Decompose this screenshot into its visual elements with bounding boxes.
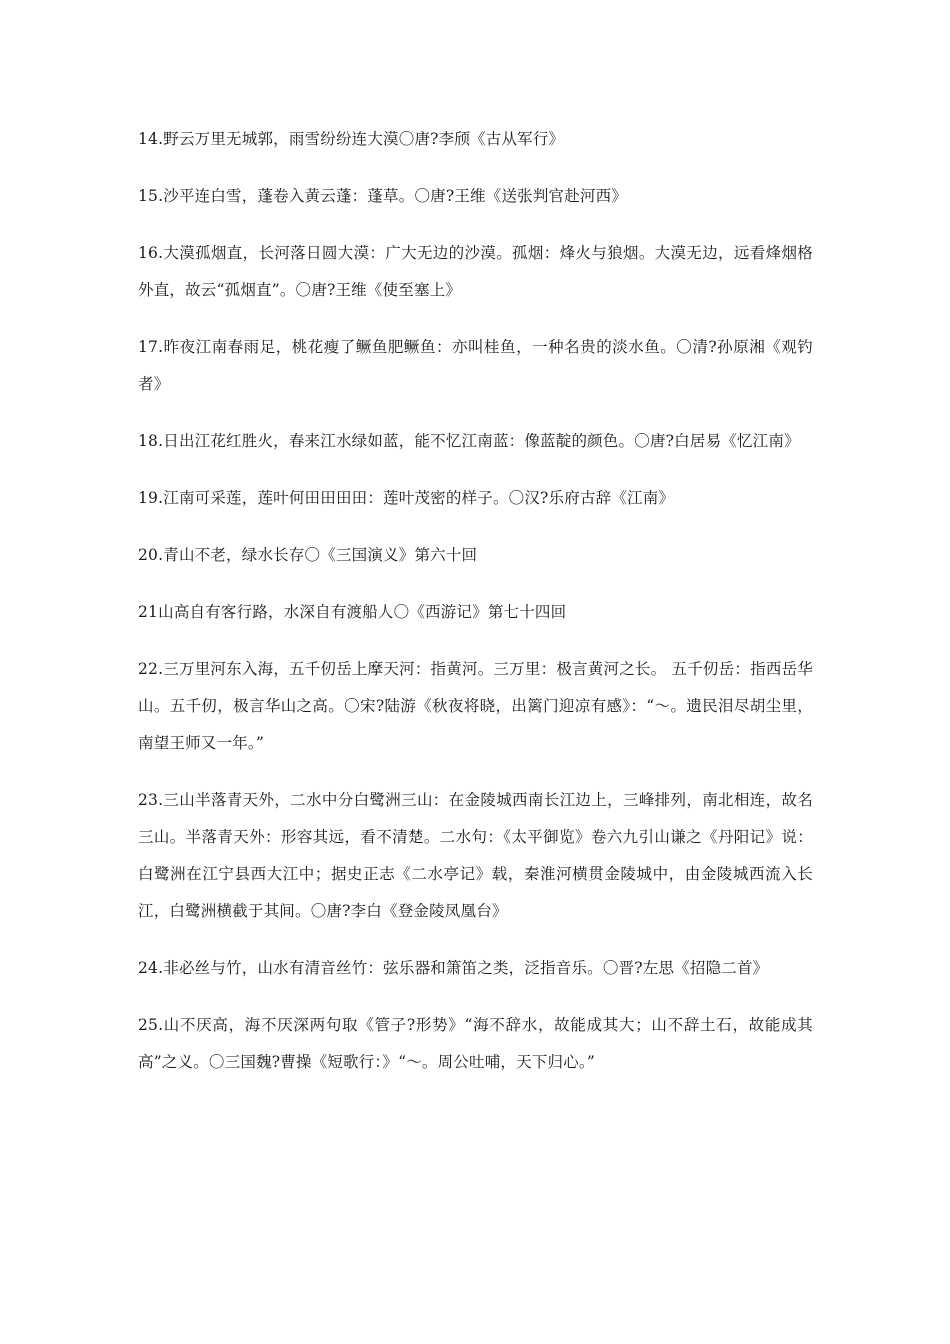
entry-18: 18.日出江花红胜火，春来江水绿如蓝，能不忆江南蓝：像蓝靛的颜色。〇唐?白居易《忆江南》 [138, 432, 800, 450]
entry-22: 22.三万里河东入海，五千仞岳上摩天河：指黄河。三万里：极言黄河之长。 五千仞岳：指西岳华山。五千仞，极言华山之高。〇宋?陆游《秋夜将晓，出篱门迎凉有感》：“～。遗民泪尽胡尘里，南望王师又一年。” [138, 660, 813, 752]
entry-24: 24.非必丝与竹，山水有清音丝竹：弦乐器和箫笛之类，泛指音乐。〇晋?左思《招隐二首》 [138, 959, 769, 977]
entry-16: 16.大漠孤烟直，长河落日圆大漠：广大无边的沙漠。孤烟：烽火与狼烟。大漠无边，远看烽烟格外直，故云“孤烟直”。〇唐?王维《使至塞上》 [138, 244, 813, 299]
document-body [138, 121, 813, 1101]
entry-19: 19.江南可采莲，莲叶何田田田田：莲叶茂密的样子。〇汉?乐府古辞《江南》 [138, 489, 675, 507]
entry-14: 14.野云万里无城郭，雨雪纷纷连大漠〇唐?李颀《古从军行》 [138, 130, 565, 148]
entry-23: 23.三山半落青天外，二水中分白鹭洲三山：在金陵城西南长江边上，三峰排列，南北相连，故名三山。半落青天外：形容其远，看不清楚。二水句：《太平御览》卷六九引山谦之《丹阳记》说：白鹭洲在江宁县西大江中；据史正志《二水亭记》载，秦淮河横贯金陵城中，由金陵城西流入长江，白鹭洲横截于其间。〇唐?李白《登金陵凤凰台》 [138, 791, 813, 920]
entry-15: 15.沙平连白雪，蓬卷入黄云蓬：蓬草。〇唐?王维《送张判官赴河西》 [138, 187, 628, 205]
entry-17: 17.昨夜江南春雨足，桃花瘦了鳜鱼肥鳜鱼：亦叫桂鱼，一种名贵的淡水鱼。〇清?孙原湘《观钓者》 [138, 338, 813, 393]
entry-20: 20.青山不老，绿水长存〇《三国演义》第六十回 [138, 546, 478, 564]
entry-21: 21山高自有客行路，水深自有渡船人〇《西游记》第七十四回 [138, 603, 567, 621]
entry-25: 25.山不厌高，海不厌深两句取《管子?形势》“海不辞水，故能成其大；山不辞土石，故能成其高”之义。〇三国魏?曹操《短歌行：》“～。周公吐哺，天下归心。” [138, 1016, 813, 1071]
